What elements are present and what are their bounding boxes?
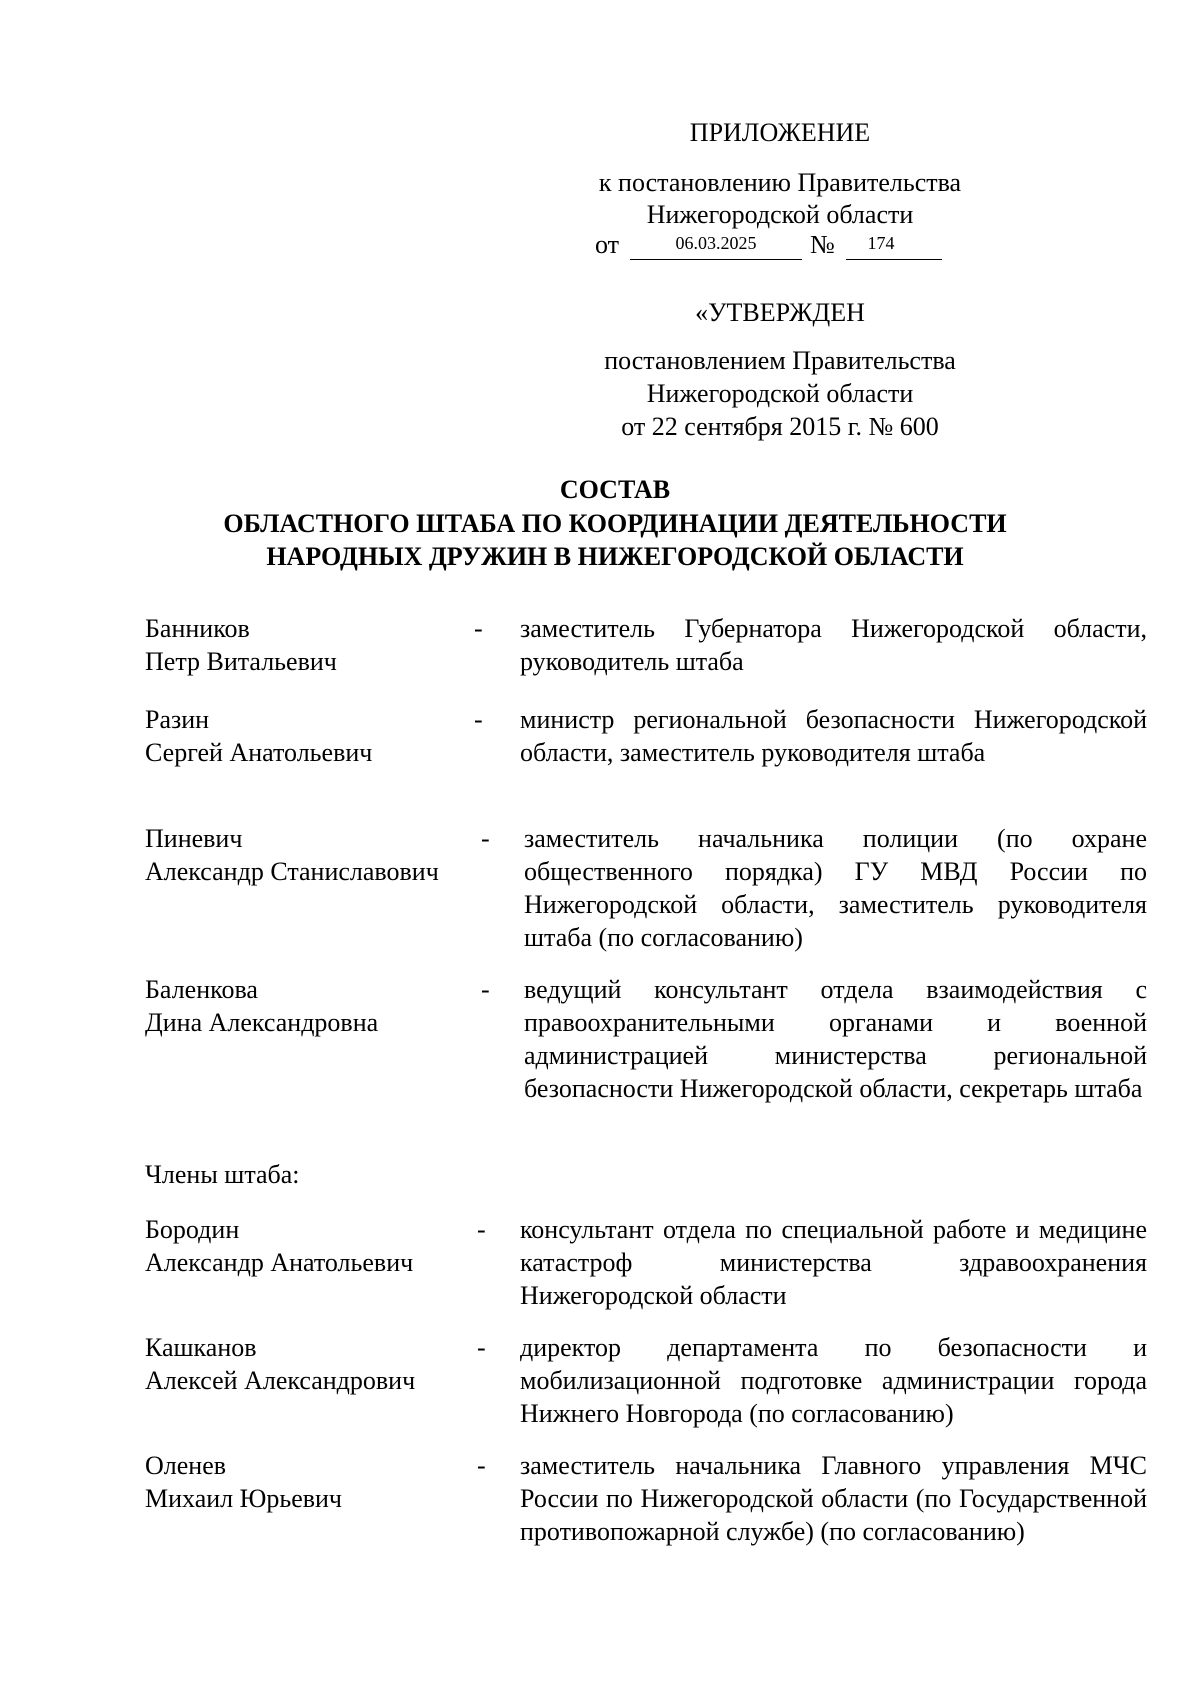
decree-date-number-line xyxy=(595,229,955,263)
person-surname: Кашканов xyxy=(145,1333,257,1362)
entry-dash: - xyxy=(477,1333,486,1362)
decree-number: 174 xyxy=(867,233,895,253)
person-given-names: Александр Анатольевич xyxy=(145,1248,414,1277)
entry-dash: - xyxy=(481,824,490,853)
person-surname: Оленев xyxy=(145,1451,227,1480)
person-surname: Баленкова xyxy=(145,975,258,1004)
person-surname: Бородин xyxy=(145,1215,240,1244)
decree-date: 06.03.2025 xyxy=(675,233,757,253)
approved-by-line1: постановлением Правительства xyxy=(604,346,956,375)
approved-by-line3: от 22 сентября 2015 г. № 600 xyxy=(621,412,939,441)
person-given-names: Дина Александровна xyxy=(145,1008,379,1037)
decree-reference-line2: Нижегородской области xyxy=(646,200,914,229)
person-position: заместитель начальника Главного управления МЧС России по Нижегородской области (по Государственной противопожарной службе) (по согласованию) xyxy=(520,1451,1147,1546)
person-given-names: Петр Витальевич xyxy=(145,647,337,676)
from-label: от xyxy=(595,230,620,259)
members-label: Члены штаба: xyxy=(145,1160,300,1189)
person-position: министр региональной безопасности Нижегородской области, заместитель руководителя штаба xyxy=(520,705,1147,767)
approved-heading: «УТВЕРЖДЕН xyxy=(695,298,865,327)
entry-dash: - xyxy=(474,614,483,643)
person-surname: Банников xyxy=(145,614,250,643)
document-title: СОСТАВ xyxy=(559,475,671,504)
decree-reference-line1: к постановлению Правительства xyxy=(598,168,962,197)
appendix-heading: ПРИЛОЖЕНИЕ xyxy=(689,118,871,147)
entry-dash: - xyxy=(474,705,483,734)
person-position: консультант отдела по специальной работе и медицине катастроф министерства здравоохранения Нижегородской области xyxy=(520,1215,1147,1310)
entry-dash: - xyxy=(477,1451,486,1480)
document-title-line3: НАРОДНЫХ ДРУЖИН В НИЖЕГОРОДСКОЙ ОБЛАСТИ xyxy=(266,542,964,571)
person-position: директор департамента по безопасности и мобилизационной подготовке администрации города Нижнего Новгорода (по согласованию) xyxy=(520,1333,1147,1428)
document-title-line2: ОБЛАСТНОГО ШТАБА ПО КООРДИНАЦИИ ДЕЯТЕЛЬНОСТИ xyxy=(223,509,1007,538)
person-given-names: Сергей Анатольевич xyxy=(145,738,373,767)
date-underline xyxy=(630,259,802,260)
person-surname: Пиневич xyxy=(145,824,243,853)
person-position: заместитель Губернатора Нижегородской области, руководитель штаба xyxy=(520,614,1147,676)
person-given-names: Александр Станиславович xyxy=(145,857,439,886)
number-sign: № xyxy=(810,230,835,259)
person-position: заместитель начальника полиции (по охране общественного порядка) ГУ МВД России по Нижегородской области, заместитель руководителя штаба (по согласованию) xyxy=(524,824,1147,952)
number-underline xyxy=(846,259,942,260)
person-position: ведущий консультант отдела взаимодействия с правоохранительными органами и военной администрацией министерства региональной безопасности Нижегородской области, секретарь штаба xyxy=(524,975,1147,1103)
entry-dash: - xyxy=(481,975,490,1004)
person-given-names: Алексей Александрович xyxy=(145,1366,416,1395)
entry-dash: - xyxy=(477,1215,486,1244)
approved-by-line2: Нижегородской области xyxy=(646,379,914,408)
person-given-names: Михаил Юрьевич xyxy=(145,1484,343,1513)
person-surname: Разин xyxy=(145,705,210,734)
